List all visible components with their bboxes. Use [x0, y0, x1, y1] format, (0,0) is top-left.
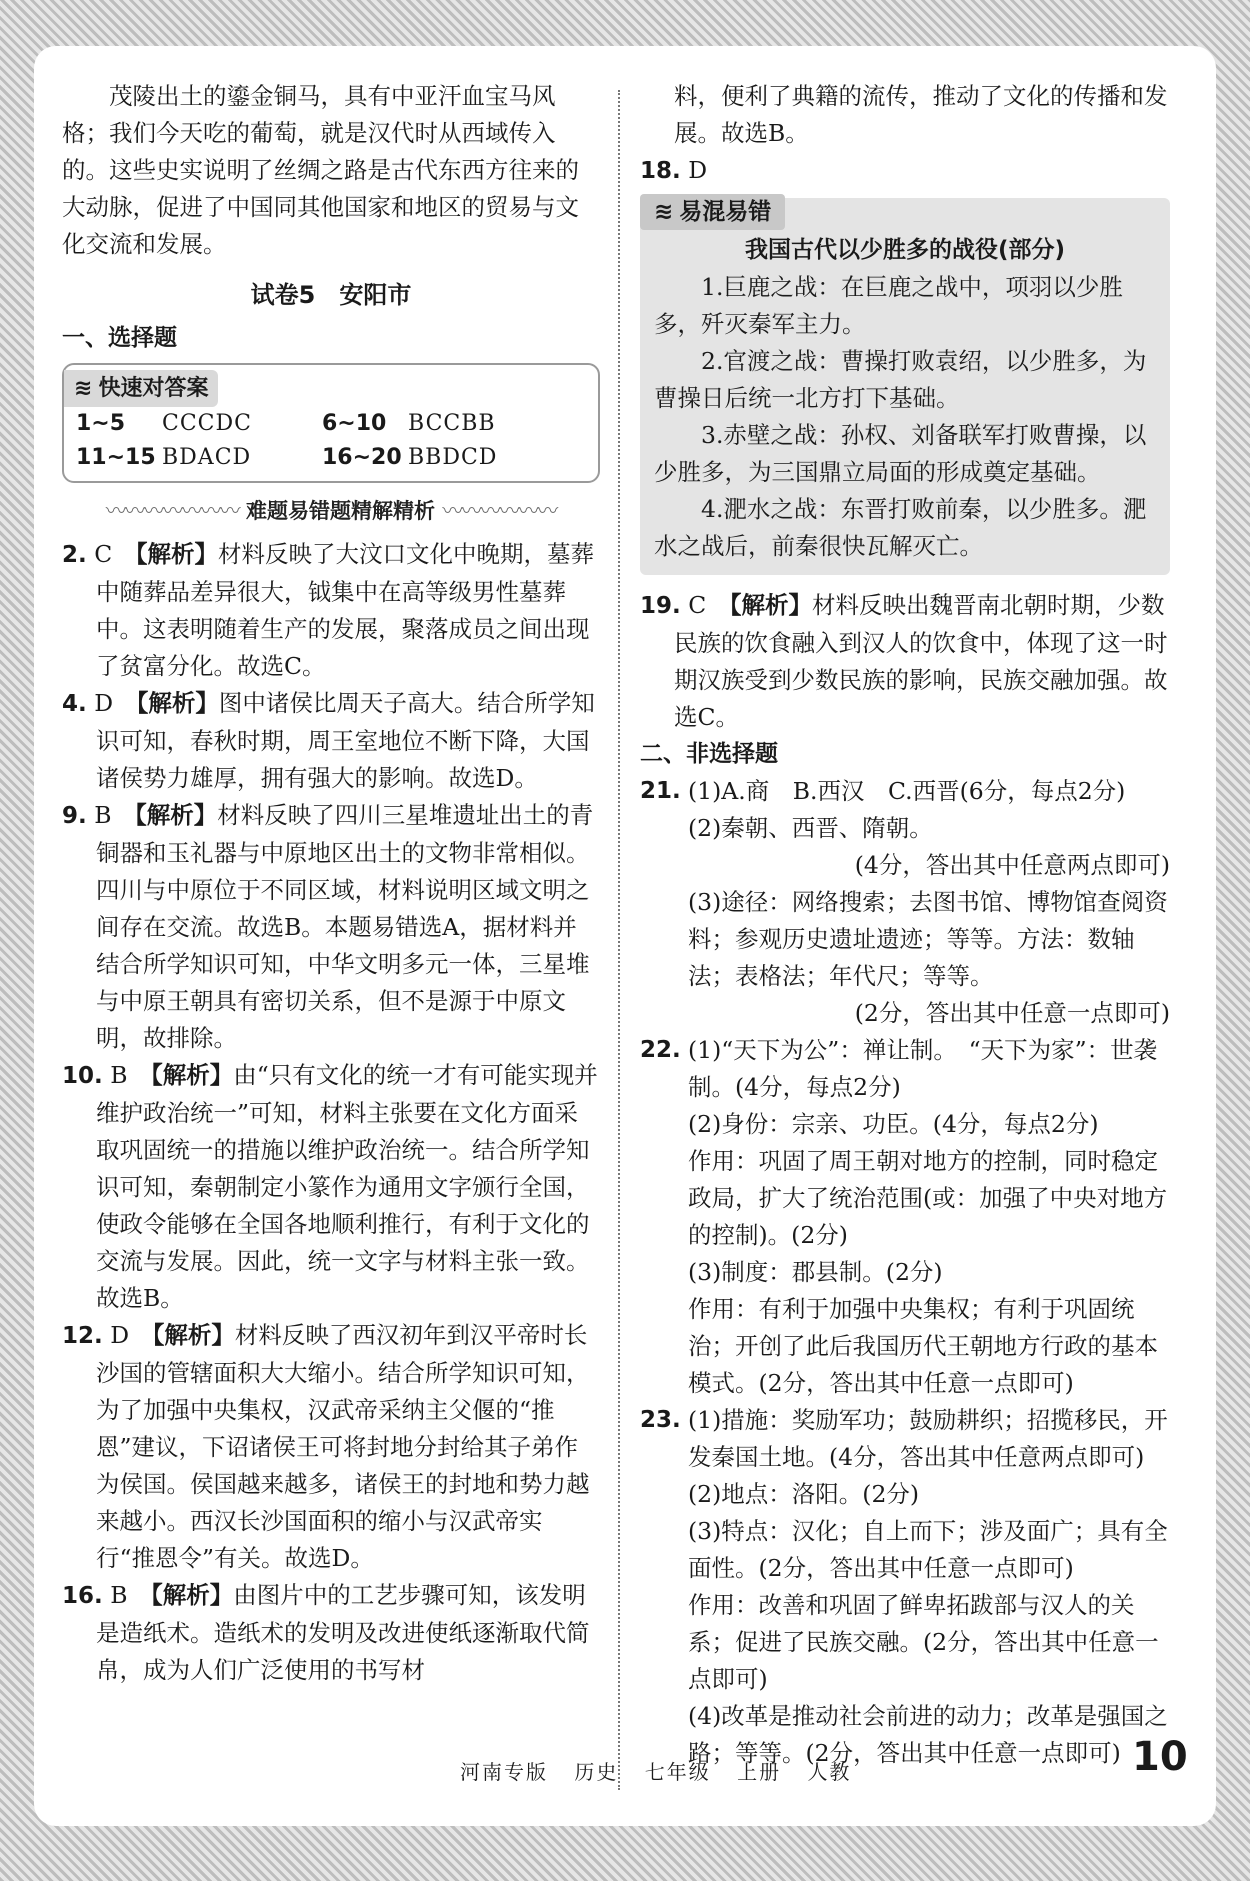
- question-item: 12. D 【解析】材料反映了西汉初年到汉平帝时长沙国的管辖面积大大缩小。结合所学知识可知，为了加强中央集权，汉武帝采纳主父偃的“推恩”建议，下诏诸侯王可将封地分封给其子弟作为侯国。侯国越来越多，诸侯王的封地和势力越来越小。西汉长沙国面积的缩小与汉武帝实行“推恩令”有关。故选D。: [62, 1321, 590, 1572]
- answer-keys: BDACD: [162, 445, 252, 470]
- score-note: (4分，答出其中任意两点即可): [854, 851, 1170, 879]
- answer-line: (2)地点：洛阳。(2分): [688, 1480, 920, 1508]
- answer-row: [76, 441, 586, 475]
- question-item: 9. B 【解析】材料反映了四川三星堆遗址出土的青铜器和玉礼器与中原地区出土的文物非常相似。四川与中原位于不同区域，材料说明区域文明之间存在交流。故选B。本题易错选A，据材料并结合所学知识可知，中华文明多元一体，三星堆与中原王朝具有密切关系，但不是源于中原文明，故排除。: [62, 801, 594, 1052]
- question-number: 22.: [640, 1037, 681, 1063]
- column-divider: [618, 90, 620, 1790]
- section-choice-heading: 一、选择题: [62, 325, 177, 351]
- wave-icon: ≋: [74, 376, 93, 401]
- question-item: 4. D 【解析】图中诸侯比周天子高大。结合所学知识可知，春秋时期，周王室地位不断下降，大国诸侯势力雄厚，拥有强大的影响。故选D。: [62, 689, 595, 792]
- battle-item: 4.淝水之战：东晋打败前秦，以少胜多。淝水之战后，前秦很快瓦解灭亡。: [654, 495, 1147, 560]
- answer-keys: BBDCD: [408, 445, 498, 470]
- score-note: (2分，答出其中任意一点即可): [854, 999, 1170, 1027]
- answer-line: (1)措施：奖励军功；鼓励耕织；招揽移民，开发秦国土地。(4分，答出其中任意两点即可): [688, 1406, 1168, 1471]
- answer-row: [76, 407, 586, 441]
- question-23: [640, 1402, 1170, 1772]
- battle-item: 3.赤壁之战：孙权、刘备联军打败曹操，以少胜多，为三国鼎立局面的形成奠定基础。: [654, 421, 1147, 486]
- footer-grade: 七年级: [644, 1760, 711, 1784]
- question-number: 21.: [640, 778, 681, 804]
- footer-edition: 河南专版: [460, 1760, 548, 1784]
- wave-pattern-icon: 〰〰〰〰〰〰〰: [105, 499, 239, 523]
- answer-range: 16~20: [322, 445, 402, 470]
- answer-range: 1~5: [76, 411, 126, 436]
- quick-answer-label: ≋ 快速对答案: [64, 370, 218, 407]
- answer-line: 作用：改善和巩固了鲜卑拓跋部与汉人的关系；促进了民族交融。(2分，答出其中任意一点即可): [688, 1591, 1159, 1693]
- quick-answer-box: [62, 363, 600, 483]
- answer-line: 作用：有利于加强中央集权；有利于巩固统治；开创了此后我国历代王朝地方行政的基本模式。(2分，答出其中任意一点即可): [688, 1295, 1158, 1397]
- question-16-continued: 料，便利了典籍的流传，推动了文化的传播和发展。故选B。: [674, 82, 1168, 147]
- answer-keys: BCCBB: [408, 411, 496, 436]
- question-21: [640, 773, 1170, 1032]
- answer-line: 作用：巩固了周王朝对地方的控制，同时稳定政局，扩大了统治范围(或：加强了中央对地方的控制)。(2分): [688, 1147, 1168, 1249]
- page-footer: [460, 1756, 869, 1785]
- answer-line: (1)A.商 B.西汉 C.西晋(6分，每点2分): [688, 777, 1126, 805]
- question-item: 10. B 【解析】由“只有文化的统一才有可能实现并维护政治统一”可知，材料主张要在文化方面采取巩固统一的措施以维护政治统一。结合所学知识可知，秦朝制定小篆作为通用文字颁行全国，使政令能够在全国各地顺利推行，有利于文化的交流与发展。因此，统一文字与材料主张一致。故选B。: [62, 1061, 598, 1312]
- battle-item: 2.官渡之战：曹操打败袁绍，以少胜多，为曹操日后统一北方打下基础。: [654, 347, 1147, 412]
- footer-publisher: 人教: [807, 1760, 852, 1784]
- answer-keys: CCCDC: [162, 411, 252, 436]
- question-item: 16. B 【解析】由图片中的工艺步骤可知，该发明是造纸术。造纸术的发明及改进使纸逐渐取代简帛，成为人们广泛使用的书写材: [62, 1581, 590, 1684]
- left-column: [62, 78, 600, 1689]
- battle-item: 1.巨鹿之战：在巨鹿之战中，项羽以少胜多，歼灭秦军主力。: [654, 273, 1123, 338]
- section-nonchoice-heading: 二、非选择题: [640, 741, 778, 767]
- confusion-box: [640, 198, 1170, 575]
- confusion-box-title: 我国古代以少胜多的战役(部分): [744, 237, 1066, 263]
- answer-range: 6~10: [322, 411, 387, 436]
- question-item: 2. C 【解析】材料反映了大汶口文化中晚期，墓葬中随葬品差异很大，钺集中在高等级男性墓葬中。这表明随着生产的发展，聚落成员之间出现了贫富分化。故选C。: [62, 540, 594, 680]
- answer-line: (1)“天下为公”：禅让制。 “天下为家”：世袭制。(4分，每点2分): [688, 1036, 1158, 1101]
- question-22: [640, 1032, 1170, 1402]
- footer-subject: 历史: [574, 1760, 619, 1784]
- answer-line: (4)改革是推动社会前进的动力；改革是强国之路；等等。(2分，答出其中任意一点即可): [688, 1702, 1168, 1767]
- footer-volume: 上册: [737, 1760, 782, 1784]
- answer-range: 11~15: [76, 445, 156, 470]
- answer-line: (2)身份：宗亲、功臣。(4分，每点2分): [688, 1110, 1099, 1138]
- answer-line: (2)秦朝、西晋、隋朝。: [688, 814, 933, 842]
- right-column: [640, 78, 1170, 1772]
- answer-line: (3)制度：郡县制。(2分): [688, 1258, 943, 1286]
- page-number: 10: [1132, 1734, 1188, 1780]
- exam-title: 试卷5 安阳市: [250, 281, 412, 309]
- answer-line: (3)途径：网络搜索；去图书馆、博物馆查阅资料；参观历史遗址遗迹；等等。方法：数轴法；表格法；年代尺；等等。: [688, 888, 1168, 990]
- wave-pattern-icon: 〰〰〰〰〰〰: [442, 499, 557, 523]
- question-number: 23.: [640, 1407, 681, 1433]
- confusion-box-label: ≋ 易混易错: [640, 194, 785, 230]
- answer-line: (3)特点：汉化；自上而下；涉及面广；具有全面性。(2分，答出其中任意一点即可): [688, 1517, 1168, 1582]
- wave-icon: ≋: [654, 199, 674, 225]
- analysis-banner: 〰〰〰〰〰〰〰 难题易错题精解精析 〰〰〰〰〰〰: [105, 499, 557, 523]
- question-item: 18. D: [640, 156, 708, 184]
- question-item: 19. C 【解析】材料反映出魏晋南北朝时期，少数民族的饮食融入到汉人的饮食中，体现了这一时期汉族受到少数民族的影响，民族交融加强。故选C。: [640, 591, 1168, 731]
- intro-paragraph: 茂陵出土的鎏金铜马，具有中亚汗血宝马风格；我们今天吃的葡萄，就是汉代时从西域传入的。这些史实说明了丝绸之路是古代东西方往来的大动脉，促进了中国同其他国家和地区的贸易与文化交流和发展。: [62, 82, 579, 258]
